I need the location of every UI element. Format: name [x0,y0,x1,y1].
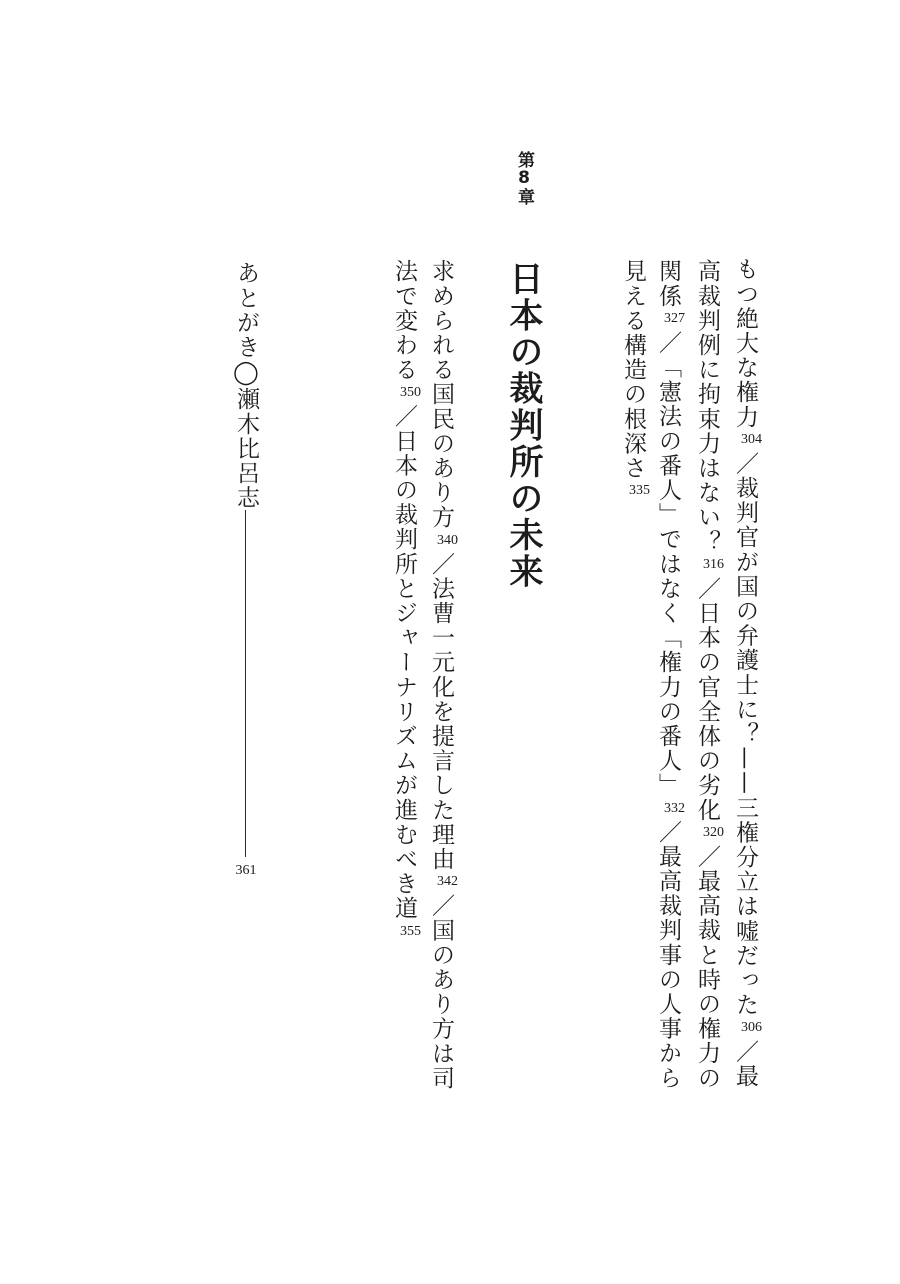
toc-page-number: 350 [400,385,421,400]
toc-entry-text: 法で変わる [391,259,417,382]
toc-page-number: 355 [400,923,421,939]
toc-entry-text: ／「憲法の番人」ではなく「権力の番人」 [655,330,681,798]
toc-entry-text: 関係 [655,259,681,309]
afterword-page-number: 361 [235,863,257,878]
toc-page-number: 332 [664,800,685,816]
toc-page-number: 342 [437,874,458,890]
toc-page-number: 340 [437,532,458,548]
toc-page-number: 306 [741,1020,762,1036]
afterword-label: あとがき◯瀬木比呂志 [233,261,259,510]
leader-line [245,510,246,857]
toc-entry-text: ／最高裁判事の人事から [655,819,681,1091]
toc-entry-text: もつ絶大な権力 [732,257,758,430]
toc-entry-text: ／最 [732,1039,758,1089]
toc-entry-text: 求められる国民のあり方 [428,259,454,530]
toc-line [428,259,458,1090]
toc-page-number: 320 [703,825,724,841]
toc-line [391,259,421,943]
toc-line [694,259,724,1090]
toc-entry-text: ／日本の裁判所とジャーナリズムが進むべき道 [391,404,417,921]
toc-page-number: 327 [664,311,685,327]
toc-line [620,259,650,502]
toc-page-number: 304 [741,432,762,448]
toc-page-number: 335 [629,483,650,499]
toc-entry-text: ／国のあり方は司 [428,893,454,1091]
toc-entry-text: ／日本の官全体の劣化 [694,576,720,823]
toc-entry-text: ／法曹一元化を提言した理由 [428,551,454,872]
chapter-label: 第8章 [514,151,534,205]
toc-line [732,257,762,1088]
toc-line [655,259,685,1090]
toc-page-number: 316 [703,557,724,573]
toc-entry-text: 高裁判例に拘束力はない？ [694,259,720,555]
toc-entry-text: ／最高裁と時の権力の [694,844,720,1091]
toc-entry-text: 見える構造の根深さ [620,259,646,481]
chapter-title: 日本の裁判所の未来 [503,261,543,591]
toc-entry-text: ／裁判官が国の弁護士に？——三権分立は嘘だった [732,451,758,1018]
